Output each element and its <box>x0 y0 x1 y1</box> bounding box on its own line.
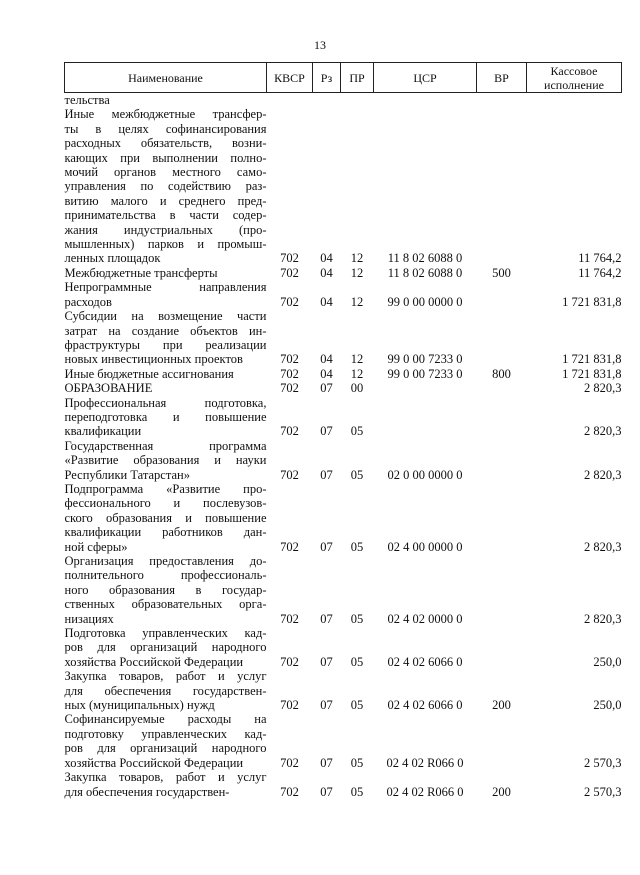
name-cell <box>65 712 267 770</box>
kvsr-cell: 702 <box>280 654 299 669</box>
kvsr-cell: 702 <box>280 611 299 626</box>
rz-cell: 07 <box>320 424 333 439</box>
rz-cell: 04 <box>320 366 333 381</box>
csr-cell <box>374 93 477 108</box>
amount-cell: 2 820,3 <box>584 467 622 482</box>
rz-cell: 07 <box>320 755 333 770</box>
csr-cell: 99 0 00 0000 0 <box>387 294 463 309</box>
table-row <box>65 107 622 265</box>
pr-cell: 00 <box>350 381 364 396</box>
vr-cell <box>477 482 527 554</box>
name-line: тельства <box>64 93 110 107</box>
header-kvsr: КВСР <box>267 63 313 93</box>
amount-cell: 1 721 831,8 <box>562 294 622 309</box>
kvsr-cell: 702 <box>280 366 299 381</box>
csr-cell: 02 4 02 R066 0 <box>386 755 464 770</box>
name-cell <box>65 626 267 669</box>
name-cell <box>65 280 267 309</box>
vr-cell <box>477 626 527 669</box>
name-line: расходов <box>64 294 112 309</box>
rz-cell <box>313 93 341 108</box>
name-line: ты в целях софинансирования <box>64 121 267 136</box>
budget-table <box>64 62 622 799</box>
vr-cell <box>477 439 527 482</box>
name-line: Подготовка управленческих кад- <box>64 626 267 641</box>
name-line: Республики Татарстан» <box>64 467 190 482</box>
pr-cell: 12 <box>350 366 364 381</box>
pr-cell: 05 <box>350 784 364 799</box>
name-line: ОБРАЗОВАНИЕ <box>64 381 153 396</box>
vr-cell: 200 <box>492 784 511 799</box>
name-cell <box>65 482 267 554</box>
table-row <box>65 482 622 554</box>
name-line: ной сферы» <box>64 539 128 554</box>
amount-cell: 2 820,3 <box>584 381 622 396</box>
name-line: принимательства в части содер- <box>64 208 267 223</box>
name-line: подготовку управленческих кад- <box>64 726 267 741</box>
name-line: переподготовка и повышение <box>64 409 267 424</box>
csr-cell: 11 8 02 6088 0 <box>387 251 463 266</box>
name-cell <box>65 309 267 367</box>
pr-cell: 12 <box>350 265 364 280</box>
rz-cell: 07 <box>320 467 333 482</box>
name-line: полнительного профессиональ- <box>64 568 267 583</box>
rz-cell: 07 <box>320 539 333 554</box>
name-line: мочий органов местного само- <box>64 165 267 180</box>
name-line: управления по содействию раз- <box>64 179 267 194</box>
name-cell <box>65 770 267 799</box>
vr-cell <box>477 554 527 626</box>
table-header <box>65 63 622 93</box>
name-line: квалификации работников дан- <box>64 525 267 540</box>
name-cell <box>65 396 267 439</box>
rz-cell: 07 <box>320 654 333 669</box>
vr-cell <box>477 309 527 367</box>
name-line: хозяйства Российской Федерации <box>64 755 244 770</box>
rz-cell: 04 <box>320 294 333 309</box>
csr-cell: 02 4 02 6066 0 <box>387 698 463 713</box>
name-line: Закупка товаров, работ и услуг <box>64 669 267 684</box>
pr-cell: 05 <box>350 755 364 770</box>
amount-cell: 1 721 831,8 <box>562 366 622 381</box>
rz-cell: 07 <box>320 698 333 713</box>
name-line: Межбюджетные трансферты <box>64 265 218 280</box>
name-line: ного образования в государ- <box>64 582 267 597</box>
kvsr-cell: 702 <box>280 352 299 367</box>
rz-cell: 07 <box>320 611 333 626</box>
csr-cell: 02 4 00 0000 0 <box>387 539 463 554</box>
csr-cell: 11 8 02 6088 0 <box>387 265 463 280</box>
name-cell <box>65 381 267 395</box>
name-line: фессионального и послевузов- <box>64 496 267 511</box>
header-pr: ПР <box>341 63 374 93</box>
page-number: 13 <box>314 38 326 52</box>
name-cell <box>65 93 267 108</box>
header-name: Наименование <box>65 63 267 93</box>
table-row <box>65 439 622 482</box>
pr-cell: 12 <box>350 352 364 367</box>
name-line: Подпрограмма «Развитие про- <box>64 481 267 496</box>
kvsr-cell: 702 <box>280 539 299 554</box>
table-row <box>65 770 622 799</box>
csr-cell: 02 4 02 0000 0 <box>387 611 463 626</box>
name-line: кающих при выполнении полно- <box>64 150 267 165</box>
amount-cell: 2 570,3 <box>584 755 622 770</box>
vr-cell: 800 <box>492 366 511 381</box>
table-row <box>65 712 622 770</box>
name-line: Иные бюджетные ассигнования <box>64 366 234 381</box>
amount-cell: 2 820,3 <box>584 611 622 626</box>
amount-cell <box>527 93 622 108</box>
vr-cell <box>477 107 527 265</box>
pr-cell: 05 <box>350 611 364 626</box>
rz-cell: 07 <box>320 381 333 396</box>
name-line: Государственная программа <box>64 438 267 453</box>
csr-cell: 99 0 00 7233 0 <box>387 366 463 381</box>
vr-cell: 200 <box>492 698 511 713</box>
table-body <box>65 93 622 799</box>
amount-cell: 2 820,3 <box>584 539 622 554</box>
table-row <box>65 266 622 280</box>
pr-cell: 05 <box>350 467 364 482</box>
name-line: ров для организаций народного <box>64 741 267 756</box>
amount-cell: 250,0 <box>593 654 622 669</box>
name-line: ных (муниципальных) нужд <box>64 698 215 713</box>
table-row <box>65 309 622 367</box>
name-line: ственных образовательных орга- <box>64 597 267 612</box>
table-row <box>65 396 622 439</box>
amount-cell: 2 820,3 <box>584 424 622 439</box>
name-line: ров для организаций народного <box>64 640 267 655</box>
name-line: Субсидии на возмещение части <box>64 309 267 324</box>
name-line: новых инвестиционных проектов <box>64 352 243 367</box>
amount-cell: 11 764,2 <box>578 265 622 280</box>
name-cell <box>65 266 267 280</box>
amount-cell: 11 764,2 <box>578 251 622 266</box>
vr-cell <box>477 712 527 770</box>
pr-cell: 12 <box>350 294 364 309</box>
header-amount <box>527 63 622 93</box>
name-line: низациях <box>64 611 114 626</box>
csr-cell: 02 4 02 6066 0 <box>387 654 463 669</box>
rz-cell: 04 <box>320 352 333 367</box>
kvsr-cell <box>267 93 313 108</box>
name-line: Иные межбюджетные трансфер- <box>64 107 267 122</box>
table-row <box>65 626 622 669</box>
table-row <box>65 93 622 108</box>
vr-cell <box>477 396 527 439</box>
kvsr-cell: 702 <box>280 294 299 309</box>
name-line: для обеспечения государствен- <box>64 784 230 799</box>
pr-cell: 12 <box>350 251 364 266</box>
pr-cell: 05 <box>350 654 364 669</box>
pr-cell <box>341 93 374 108</box>
pr-cell: 05 <box>350 698 364 713</box>
vr-cell <box>477 280 527 309</box>
kvsr-cell: 702 <box>280 784 299 799</box>
name-line: Софинансируемые расходы на <box>64 712 267 727</box>
table-row <box>65 367 622 381</box>
vr-cell <box>477 381 527 395</box>
name-line: хозяйства Российской Федерации <box>64 654 244 669</box>
vr-cell: 500 <box>492 265 511 280</box>
amount-cell: 1 721 831,8 <box>562 352 622 367</box>
header-amount-line2: исполнение <box>544 77 604 92</box>
name-line: ленных площадок <box>64 251 161 266</box>
kvsr-cell: 702 <box>280 265 299 280</box>
name-line: Закупка товаров, работ и услуг <box>64 770 267 785</box>
amount-cell: 250,0 <box>593 698 622 713</box>
csr-cell: 99 0 00 7233 0 <box>387 352 463 367</box>
rz-cell: 04 <box>320 265 333 280</box>
header-csr: ЦСР <box>374 63 477 93</box>
name-line: затрат на создание объектов ин- <box>64 323 267 338</box>
header-amount-line1: Кассовое <box>550 63 598 78</box>
pr-cell: 05 <box>350 424 364 439</box>
kvsr-cell: 702 <box>280 251 299 266</box>
name-line: квалификации <box>64 424 142 439</box>
name-line: фраструктуры при реализации <box>64 337 267 352</box>
name-line: мышленных) парков и промыш- <box>64 237 267 252</box>
pr-cell: 05 <box>350 539 364 554</box>
table-row <box>65 280 622 309</box>
name-line: витию малого и среднего пред- <box>64 193 267 208</box>
header-vr: ВР <box>477 63 527 93</box>
kvsr-cell: 702 <box>280 424 299 439</box>
name-line: «Развитие образования и науки <box>64 453 267 468</box>
name-cell <box>65 367 267 381</box>
name-cell <box>65 669 267 712</box>
table-row <box>65 381 622 395</box>
name-line: Непрограммные направления <box>64 280 267 295</box>
amount-cell: 2 570,3 <box>584 784 622 799</box>
rz-cell: 04 <box>320 251 333 266</box>
table-row <box>65 669 622 712</box>
name-cell <box>65 439 267 482</box>
kvsr-cell: 702 <box>280 698 299 713</box>
name-line: жания индустриальных (про- <box>64 222 267 237</box>
rz-cell: 07 <box>320 784 333 799</box>
vr-cell <box>477 93 527 108</box>
kvsr-cell: 702 <box>280 467 299 482</box>
csr-cell <box>374 381 477 395</box>
table-row <box>65 554 622 626</box>
csr-cell: 02 4 02 R066 0 <box>386 784 464 799</box>
csr-cell: 02 0 00 0000 0 <box>387 467 463 482</box>
kvsr-cell: 702 <box>280 381 299 396</box>
name-line: Профессиональная подготовка, <box>64 395 267 410</box>
name-cell <box>65 107 267 265</box>
name-line: Организация предоставления до- <box>64 554 267 568</box>
name-line: расходных обязательств, возни- <box>64 136 267 151</box>
kvsr-cell: 702 <box>280 755 299 770</box>
header-rz: Рз <box>313 63 341 93</box>
name-line: ского образования и повышение <box>64 510 267 525</box>
csr-cell <box>374 396 477 439</box>
name-cell <box>65 554 267 626</box>
name-line: для обеспечения государствен- <box>64 683 267 698</box>
